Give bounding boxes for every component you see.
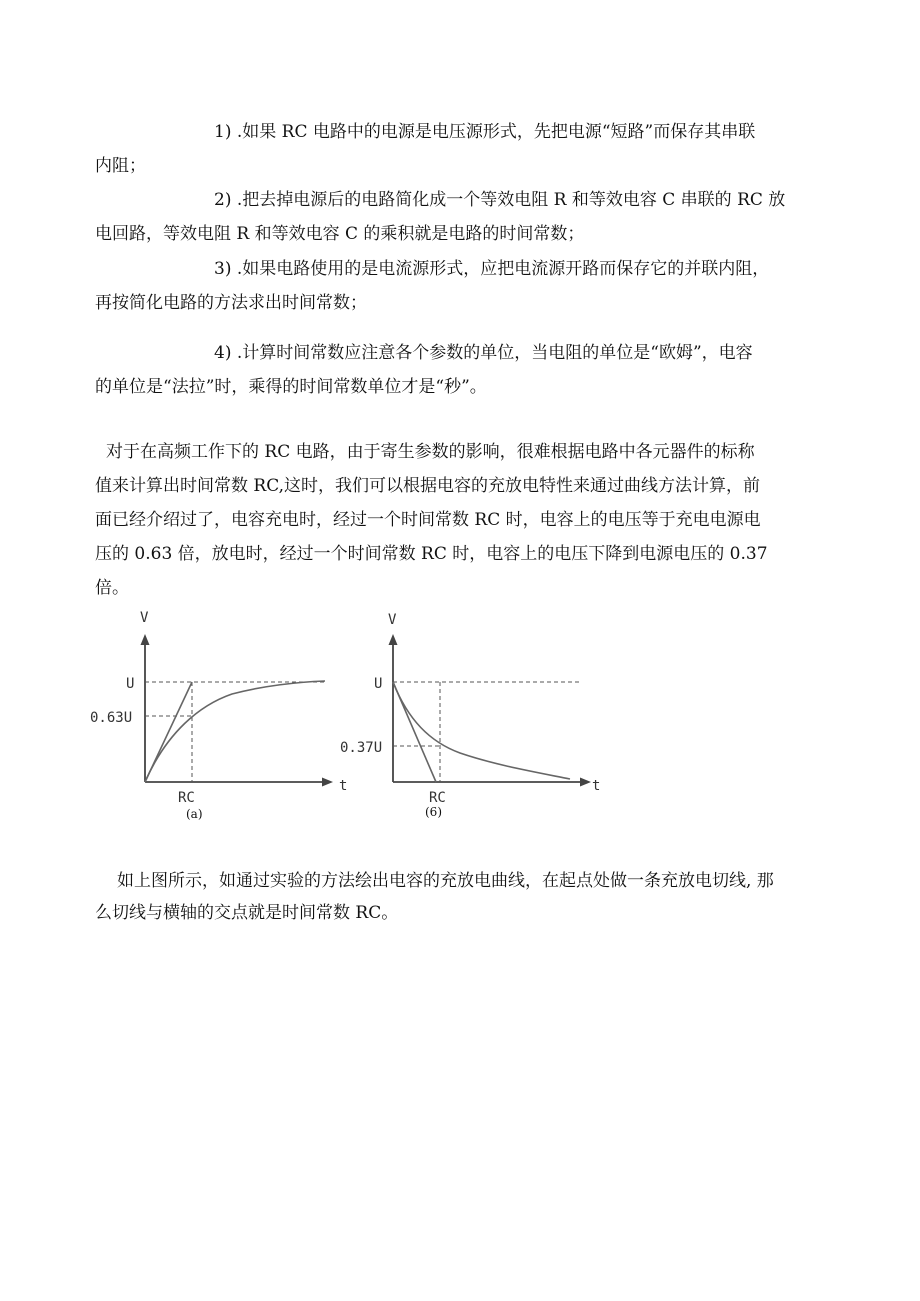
paragraph-2-line-2: 么切线与横轴的交点就是时间常数 RC。 bbox=[95, 903, 399, 923]
list-item-2-line-1: 2) .把去掉电源后的电路简化成一个等效电阻 R 和等效电容 C 串联的 RC 放 bbox=[214, 190, 786, 210]
list-item-1-line-2: 内阻； bbox=[95, 156, 146, 176]
discharging-x-axis-arrow bbox=[580, 778, 591, 787]
discharging-curve-figure bbox=[330, 600, 610, 830]
charging-rc-label: RC bbox=[178, 790, 195, 806]
charging-curve bbox=[145, 681, 325, 782]
discharging-y-axis-label: V bbox=[388, 612, 397, 628]
charging-063u-label: 0.63U bbox=[90, 710, 133, 726]
figure-a-caption: (a) bbox=[186, 807, 203, 821]
list-item-1-line-1: 1) .如果 RC 电路中的电源是电压源形式，先把电源“短路”而保存其串联 bbox=[214, 122, 756, 142]
paragraph-1-line-1: 对于在高频工作下的 RC 电路，由于寄生参数的影响，很难根据电路中各元器件的标称 bbox=[106, 442, 755, 462]
discharging-rc-label: RC bbox=[429, 790, 446, 806]
charging-u-label: U bbox=[126, 676, 135, 692]
charging-curve-figure bbox=[82, 600, 352, 830]
paragraph-1-line-2: 值来计算出时间常数 RC,这时，我们可以根据电容的充放电特性来通过曲线方法计算，前 bbox=[95, 476, 761, 496]
charging-y-axis-label: V bbox=[140, 610, 149, 626]
discharging-curve bbox=[393, 682, 570, 779]
discharging-x-axis-label: t bbox=[592, 778, 601, 794]
discharging-037u-label: 0.37U bbox=[340, 740, 383, 756]
discharging-y-axis-arrow bbox=[389, 634, 398, 645]
paragraph-1-line-4: 压的 0.63 倍，放电时，经过一个时间常数 RC 时，电容上的电压下降到电源电压的 0.37 bbox=[95, 544, 768, 564]
paragraph-2-line-1: 如上图所示，如通过实验的方法绘出电容的充放电曲线，在起点处做一条充放电切线, 那 bbox=[117, 871, 774, 891]
list-item-4-line-2: 的单位是“法拉”时，乘得的时间常数单位才是“秒”。 bbox=[95, 377, 487, 397]
figure-b-caption: (6) bbox=[425, 805, 442, 819]
paragraph-1-line-5: 倍。 bbox=[95, 578, 129, 598]
list-item-3-line-2: 再按简化电路的方法求出时间常数； bbox=[95, 293, 367, 313]
paragraph-1-line-3: 面已经介绍过了，电容充电时，经过一个时间常数 RC 时，电容上的电压等于充电电源电 bbox=[95, 510, 761, 530]
list-item-4-line-1: 4) .计算时间常数应注意各个参数的单位，当电阻的单位是“欧姆”，电容 bbox=[214, 343, 753, 363]
charging-x-axis-label: t bbox=[339, 778, 348, 794]
list-item-2-line-2: 电回路，等效电阻 R 和等效电容 C 的乘积就是电路的时间常数； bbox=[95, 224, 585, 244]
discharging-u-label: U bbox=[374, 676, 383, 692]
charging-y-axis-arrow bbox=[141, 634, 150, 645]
list-item-3-line-1: 3) .如果电路使用的是电流源形式，应把电流源开路而保存它的并联内阻， bbox=[214, 259, 770, 279]
